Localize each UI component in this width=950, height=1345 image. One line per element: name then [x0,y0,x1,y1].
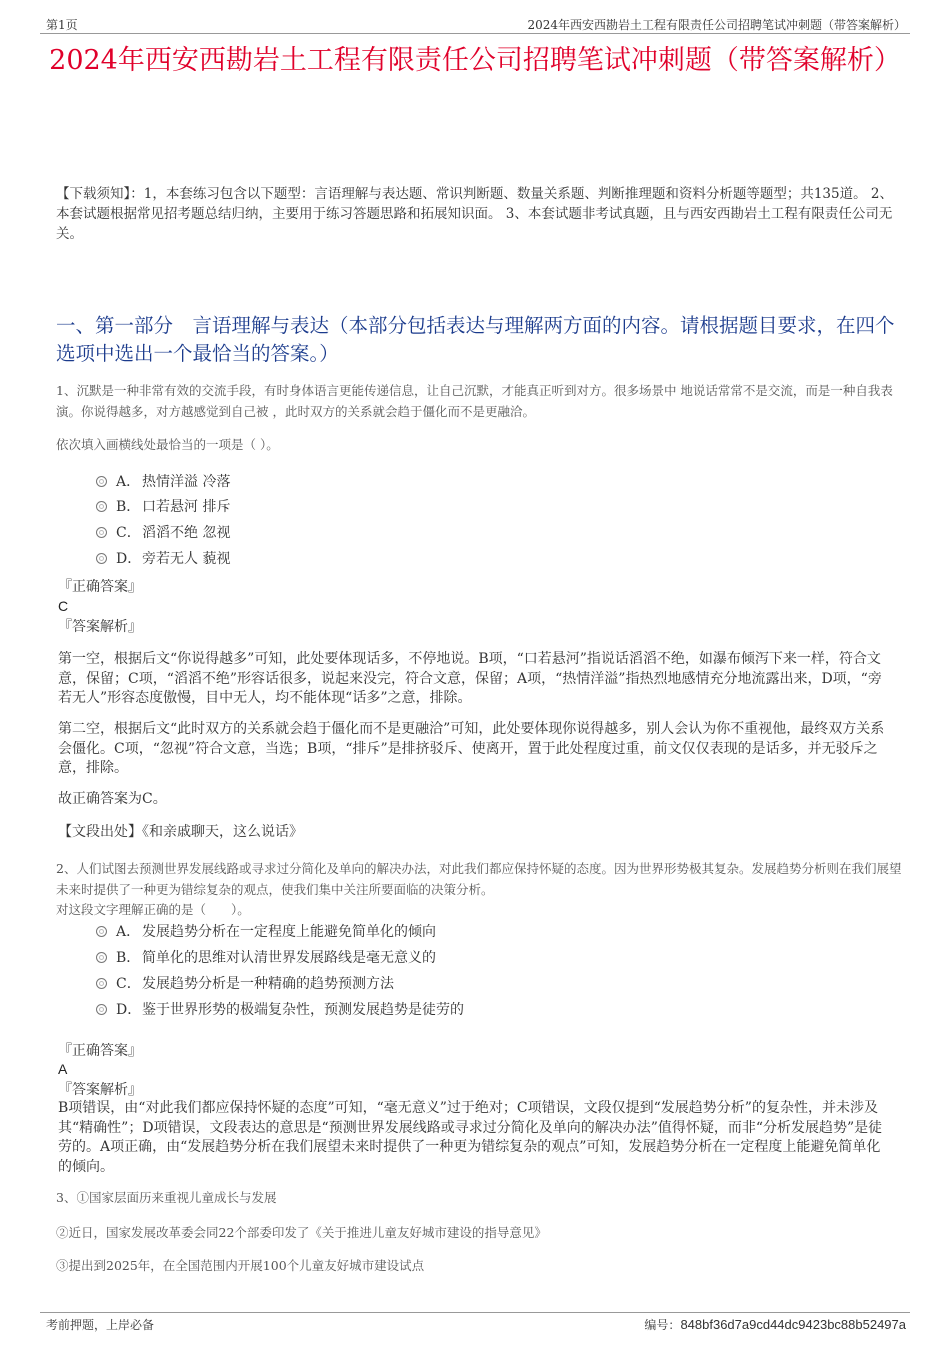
q1-analysis-label: 『答案解析』 [58,619,142,635]
q2-analysis-label: 『答案解析』 [58,1082,142,1098]
radio-icon[interactable] [96,952,107,963]
q1-option-b[interactable]: B． 口若悬河 排斥 [96,497,230,517]
radio-icon[interactable] [96,1004,107,1015]
q2-option-d[interactable]: D．鉴于世界形势的极端复杂性，预测发展趋势是徒劳的 [96,1000,464,1020]
q2-correct-answer: A [58,1061,68,1077]
q1-analysis-para-2: 第二空，根据后文“此时双方的关系就会趋于僵化而不是更融洽”可知，此处要体现你说得越多，别人会认为你不重视他，最终双方关系会僵化。C项，“忽视”符合文意，当选；B项，“排斥”是排挤驳斥、使离开，置于此处程度过重，前文仅仅表现的是话多，并无驳斥之意，排除。 [58,721,885,776]
question-1-prompt: 依次填入画横线处最恰当的一项是（ ）。 [56,437,279,452]
question-2-prompt: 对这段文字理解正确的是（ ）。 [56,902,250,917]
q1-option-a[interactable]: A． 热情洋溢 冷落 [96,472,230,492]
question-2-stem: 2、人们试图去预测世界发展线路或寻求过分简化及单向的解决办法，对此我们都应保持怀疑的态度。因为世界形势极其复杂。发展趋势分析则在我们展望未来时提供了一种更为错综复杂的观点，使我们集中关注所要面临的决策分析。 [56,861,902,897]
radio-icon[interactable] [96,501,107,512]
radio-icon[interactable] [96,926,107,937]
q1-correct-answer-label: 『正确答案』 [58,579,142,595]
q1-analysis-conclusion: 故正确答案为C。 [58,791,167,807]
footer-code [644,1316,906,1333]
question-3-line-3: ③提出到2025年，在全国范围内开展100个儿童友好城市建设试点 [56,1258,425,1273]
question-3-line-1: 3、①国家层面历来重视儿童成长与发展 [56,1190,277,1205]
q2-correct-answer-label: 『正确答案』 [58,1043,142,1059]
header-doc-title: 2024年西安西勘岩土工程有限责任公司招聘笔试冲刺题（带答案解析） [527,18,906,32]
page-header [40,14,910,34]
q2-option-b[interactable]: B． 简单化的思维对认清世界发展路线是毫无意义的 [96,948,436,968]
footer-code-label: 编号： [644,1318,681,1332]
q1-option-d[interactable]: D．旁若无人 藐视 [96,549,230,569]
radio-icon[interactable] [96,476,107,487]
section-title: 一、第一部分 言语理解与表达（本部分包括表达与理解两方面的内容。请根据题目要求，在四个选项中选出一个最恰当的答案。） [56,314,895,365]
q2-option-a[interactable]: A． 发展趋势分析在一定程度上能避免简单化的倾向 [96,922,436,942]
radio-icon[interactable] [96,553,107,564]
page-footer [40,1312,910,1332]
radio-icon[interactable] [96,527,107,538]
download-notice: 【下载须知】：1，本套练习包含以下题型：言语理解与表达题、常识判断题、数量关系题、判断推理题和资料分析题等题型；共135道。 2、本套试题根据常见招考题总结归纳，主要用于练习答题思路和拓展知识面。 3、本套试题非考试真题，且与西安西勘岩土工程有限责任公司无关。 [56,186,893,242]
q2-option-c[interactable]: C．发展趋势分析是一种精确的趋势预测方法 [96,974,394,994]
question-1-stem: 1、沉默是一种非常有效的交流手段，有时身体语言更能传递信息，让自己沉默，才能真正听到对方。很多场景中 地说话常常不是交流，而是一种自我表演。你说得越多，对方越感觉到自己被 ，此时双方的关系就会趋于僵化而不是更融洽。 [56,383,893,419]
q1-option-c[interactable]: C．滔滔不绝 忽视 [96,523,230,543]
q1-source: 【文段出处】《和亲戚聊天，这么说话》 [58,824,303,840]
document-title: 2024年西安西勘岩土工程有限责任公司招聘笔试冲刺题（带答案解析） [49,45,901,76]
question-3-line-2: ②近日，国家发展改革委会同22个部委印发了《关于推进儿童友好城市建设的指导意见》 [56,1225,547,1240]
footer-code-value: 848bf36d7a9cd44dc9423bc88b52497a [680,1317,906,1332]
page-number: 第1页 [46,18,78,32]
q1-analysis-para-1: 第一空，根据后文“你说得越多”可知，此处要体现话多，不停地说。B项，“口若悬河”指说话滔滔不绝，如瀑布倾泻下来一样，符合文意，保留；C项，“滔滔不绝”形容话很多，说起来没完，符合文意，保留；A项，“热情洋溢”指热烈地感情充分地流露出来，D项，“旁若无人”形容态度傲慢，目中无人，均不能体现“话多”之意，排除。 [58,651,882,706]
radio-icon[interactable] [96,978,107,989]
q2-analysis: B项错误，由“对此我们都应保持怀疑的态度”可知，“毫无意义”过于绝对；C项错误，文段仅提到“发展趋势分析”的复杂性，并未涉及其“精确性”；D项错误，文段表达的意思是“预测世界发展线路或寻求过分简化及单向的解决办法”值得怀疑，而非“分析发展趋势”是徒劳的。A项正确，由“发展趋势分析在我们展望未来时提供了一种更为错综复杂的观点”可知，发展趋势分析在一定程度上能避免简单化的倾向。 [58,1100,883,1175]
q1-correct-answer: C [58,598,69,614]
footer-slogan: 考前押题，上岸必备 [46,1318,155,1332]
